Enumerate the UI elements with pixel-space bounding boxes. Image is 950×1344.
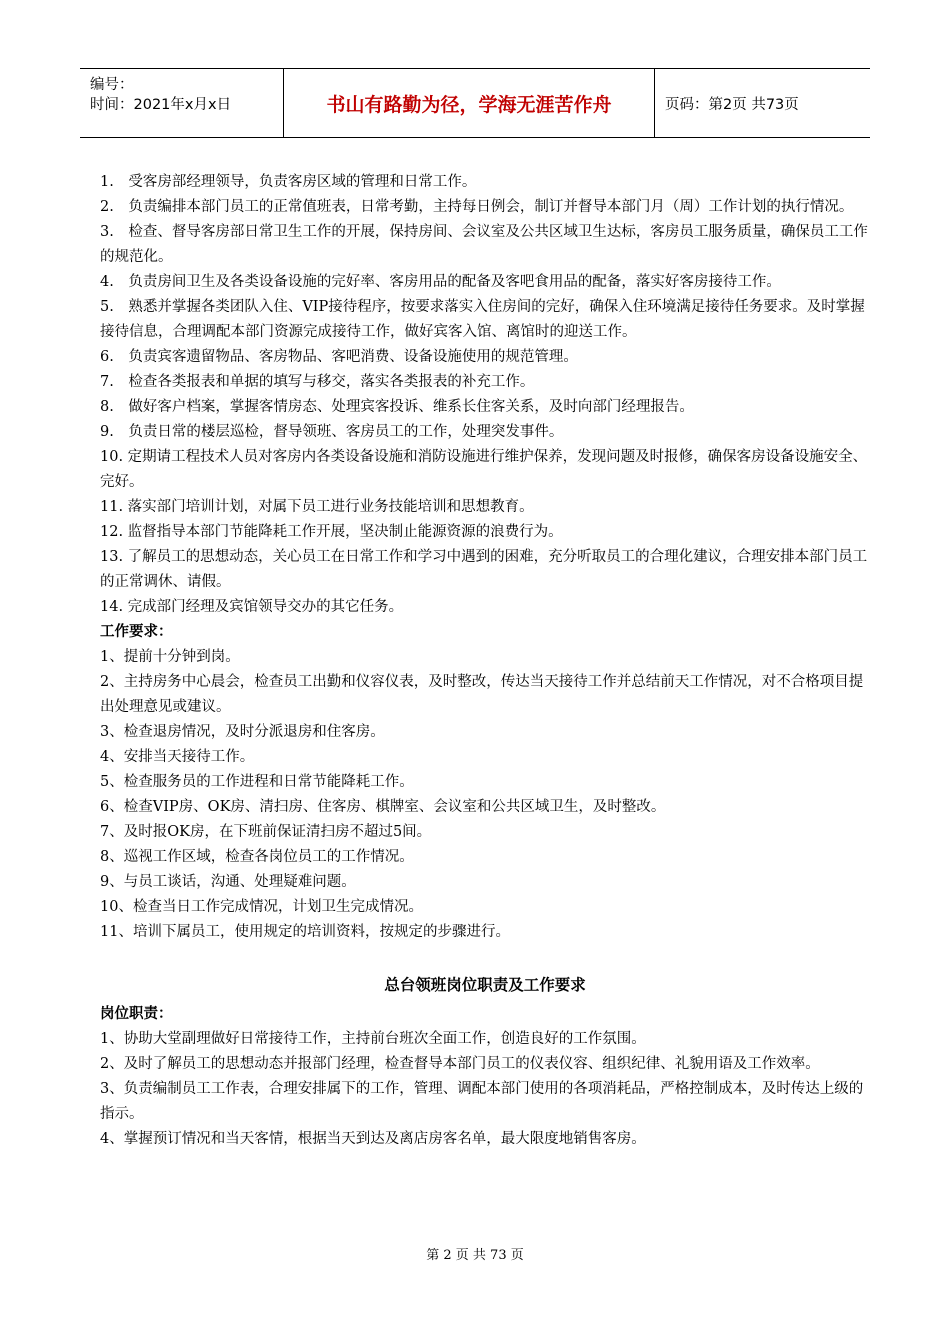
duty-item: 6. 负责宾客遗留物品、客房物品、客吧消费、设备设施使用的规范管理。	[100, 349, 578, 365]
time-label: 时间：2021年x月x日	[90, 97, 232, 113]
page-number-label: 页码：第2页 共73页	[665, 96, 799, 113]
requirement-item: 9、与员工谈话，沟通、处理疑难问题。	[100, 874, 356, 890]
duty-item: 13. 了解员工的思想动态，关心员工在日常工作和学习中遇到的困难，充分听取员工的合理化建议，合理安排本部门员工的正常调休、请假。	[100, 549, 868, 590]
duty-item: 2. 负责编排本部门员工的正常值班表，日常考勤，主持每日例会，制订并督导本部门月（周）工作计划的执行情况。	[100, 199, 854, 215]
page-footer: 第 2 页 共 73 页	[426, 1248, 524, 1263]
post-duty-item: 2、及时了解员工的思想动态并报部门经理，检查督导本部门员工的仪表仪容、组织纪律、礼貌用语及工作效率。	[100, 1056, 820, 1072]
duty-item: 14. 完成部门经理及宾馆领导交办的其它任务。	[100, 599, 404, 615]
header-left-cell	[80, 69, 283, 137]
duty-item: 10. 定期请工程技术人员对客房内各类设备设施和消防设施进行维护保养，发现问题及时报修，确保客房设备设施安全、完好。	[100, 449, 868, 490]
section-title: 总台领班岗位职责及工作要求	[384, 976, 586, 994]
requirement-item: 10、检查当日工作完成情况，计划卫生完成情况。	[100, 899, 423, 915]
post-duties-heading: 岗位职责：	[100, 1006, 173, 1022]
duty-item: 4. 负责房间卫生及各类设备设施的完好率、客房用品的配备及客吧食用品的配备，落实好客房接待工作。	[100, 274, 781, 290]
page-header	[80, 68, 870, 138]
post-duty-item: 3、负责编制员工工作表，合理安排属下的工作，管理、调配本部门使用的各项消耗品，严格控制成本，及时传达上级的指示。	[100, 1081, 864, 1122]
document-body	[100, 170, 870, 1152]
post-duty-item: 1、协助大堂副理做好日常接待工作，主持前台班次全面工作，创造良好的工作氛围。	[100, 1031, 646, 1047]
requirement-item: 3、检查退房情况，及时分派退房和住客房。	[100, 724, 385, 740]
number-label: 编号：	[90, 77, 134, 93]
duty-item: 12. 监督指导本部门节能降耗工作开展，坚决制止能源资源的浪费行为。	[100, 524, 563, 540]
requirement-item: 5、检查服务员的工作进程和日常节能降耗工作。	[100, 774, 414, 790]
requirement-item: 11、培训下属员工，使用规定的培训资料，按规定的步骤进行。	[100, 924, 510, 940]
requirement-item: 7、及时报OK房，在下班前保证清扫房不超过5间。	[100, 824, 432, 840]
duties-list	[100, 170, 870, 620]
requirement-item: 2、主持房务中心晨会，检查员工出勤和仪容仪表，及时整改，传达当天接待工作并总结前天工作情况，对不合格项目提出处理意见或建议。	[100, 674, 864, 715]
duty-item: 1. 受客房部经理领导，负责客房区域的管理和日常工作。	[100, 174, 477, 190]
post-duty-item: 4、掌握预订情况和当天客情，根据当天到达及离店房客名单，最大限度地销售客房。	[100, 1131, 646, 1147]
duty-item: 9. 负责日常的楼层巡检，督导领班、客房员工的工作，处理突发事件。	[100, 424, 564, 440]
duty-item: 7. 检查各类报表和单据的填写与移交，落实各类报表的补充工作。	[100, 374, 535, 390]
motto: 书山有路勤为径，学海无涯苦作舟	[283, 69, 655, 137]
duty-item: 3. 检查、督导客房部日常卫生工作的开展，保持房间、会议室及公共区域卫生达标，客房员工服务质量，确保员工工作的规范化。	[100, 224, 868, 265]
requirements-heading: 工作要求：	[100, 624, 173, 640]
requirement-item: 8、巡视工作区域，检查各岗位员工的工作情况。	[100, 849, 414, 865]
post-duties-list	[100, 1027, 870, 1152]
duty-item: 5. 熟悉并掌握各类团队入住、VIP接待程序，按要求落实入住房间的完好，确保入住环境满足接待任务要求。及时掌握接待信息，合理调配本部门资源完成接待工作，做好宾客入馆、离馆时的迎送工作。	[100, 299, 865, 340]
requirement-item: 6、检查VIP房、OK房、清扫房、住客房、棋牌室、会议室和公共区域卫生，及时整改。	[100, 799, 666, 815]
duty-item: 8. 做好客户档案，掌握客情房态、处理宾客投诉、维系长住客关系，及时向部门经理报告。	[100, 399, 694, 415]
duty-item: 11. 落实部门培训计划，对属下员工进行业务技能培训和思想教育。	[100, 499, 534, 515]
requirement-item: 1、提前十分钟到岗。	[100, 649, 240, 665]
requirement-item: 4、安排当天接待工作。	[100, 749, 255, 765]
requirements-list	[100, 645, 870, 945]
